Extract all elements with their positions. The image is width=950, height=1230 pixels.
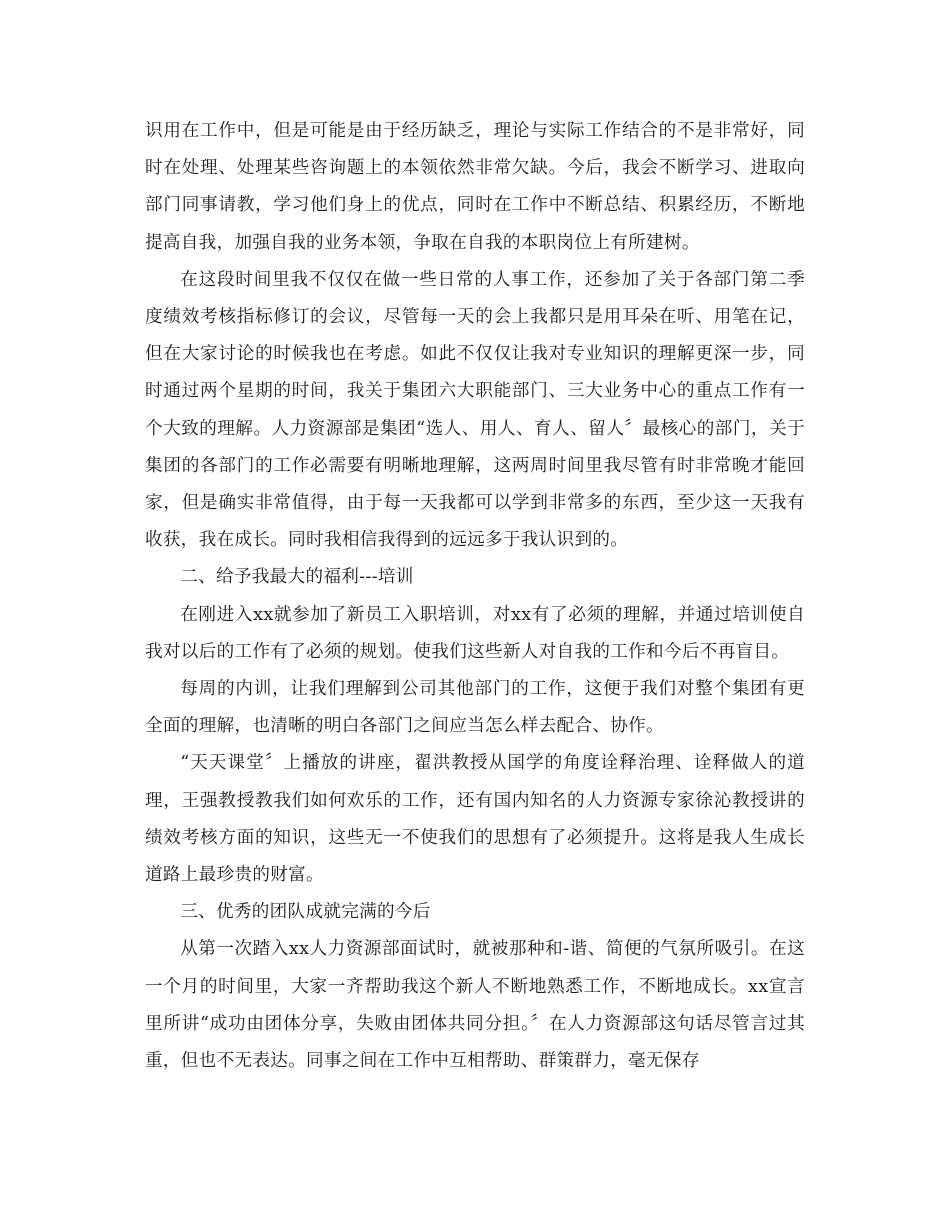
paragraph-meeting: 在这段时间里我不仅仅在做一些日常的人事工作，还参加了关于各部门第二季度绩效考核指标修订的会议，尽管每一天的会上我都只是用耳朵在听、用笔在记，但在大家讨论的时候我也在考虑。如此不仅仅让我对专业知识的理解更深一步，同时通过两个星期的时间，我关于集团六大职能部门、三大业务中心的重点工作有一个大致的理解。人力资源部是集团“选人、用人、育人、留人〞最核心的部门，关于集团的各部门的工作必需要有明晰地理解，这两周时间里我尽管有时非常晚才能回家，但是确实非常值得，由于每一天我都可以学到非常多的东西，至少这一天我有收获，我在成长。同时我相信我得到的远远多于我认识到的。 [145,269,805,551]
paragraph-orientation: 在刚进入xx就参加了新员工入职培训，对xx有了必须的理解，并通过培训使自我对以后的工作有了必须的规划。使我们这些新人对自我的工作和今后不再盲目。 [145,604,805,662]
paragraph-lectures: “天天课堂〞上播放的讲座，翟洪教授从国学的角度诠释治理、诠释做人的道理，王强教授教我们如何欢乐的工作，还有国内知名的人力资源专家徐沁教授讲的绩效考核方面的知识，这些无一不使我们的思想有了必须提升。这将是我人生成长道路上最珍贵的财富。 [145,753,805,886]
section-heading-team: 三、优秀的团队成就完满的今后 [180,902,431,923]
paragraph-team: 从第一次踏入xx人力资源部面试时，就被那种和-谐、简便的气氛所吸引。在这一个月的时间里，大家一齐帮助我这个新人不断地熟悉工作，不断地成长。xx宣言里所讲“成功由团体分享，失败由团体共同分担。〞在人力资源部这句话尽管言过其重，但也不无表达。同事之间在工作中互相帮助、群策群力，毫无保存 [145,939,805,1072]
document-page [145,113,805,1080]
paragraph-continuation: 识用在工作中，但是可能是由于经历缺乏，理论与实际工作结合的不是非常好，同时在处理、处理某些咨询题上的本领依然非常欠缺。今后，我会不断学习、进取向部门同事请教，学习他们身上的优点，同时在工作中不断总结、积累经历，不断地提高自我，加强自我的业务本领，争取在自我的本职岗位上有所建树。 [145,121,805,253]
section-heading-training: 二、给予我最大的福利---培训 [180,567,414,588]
paragraph-weekly-training: 每周的内训，让我们理解到公司其他部门的工作，这便于我们对整个集团有更全面的理解，也清晰的明白各部门之间应当怎么样去配合、协作。 [145,679,805,737]
